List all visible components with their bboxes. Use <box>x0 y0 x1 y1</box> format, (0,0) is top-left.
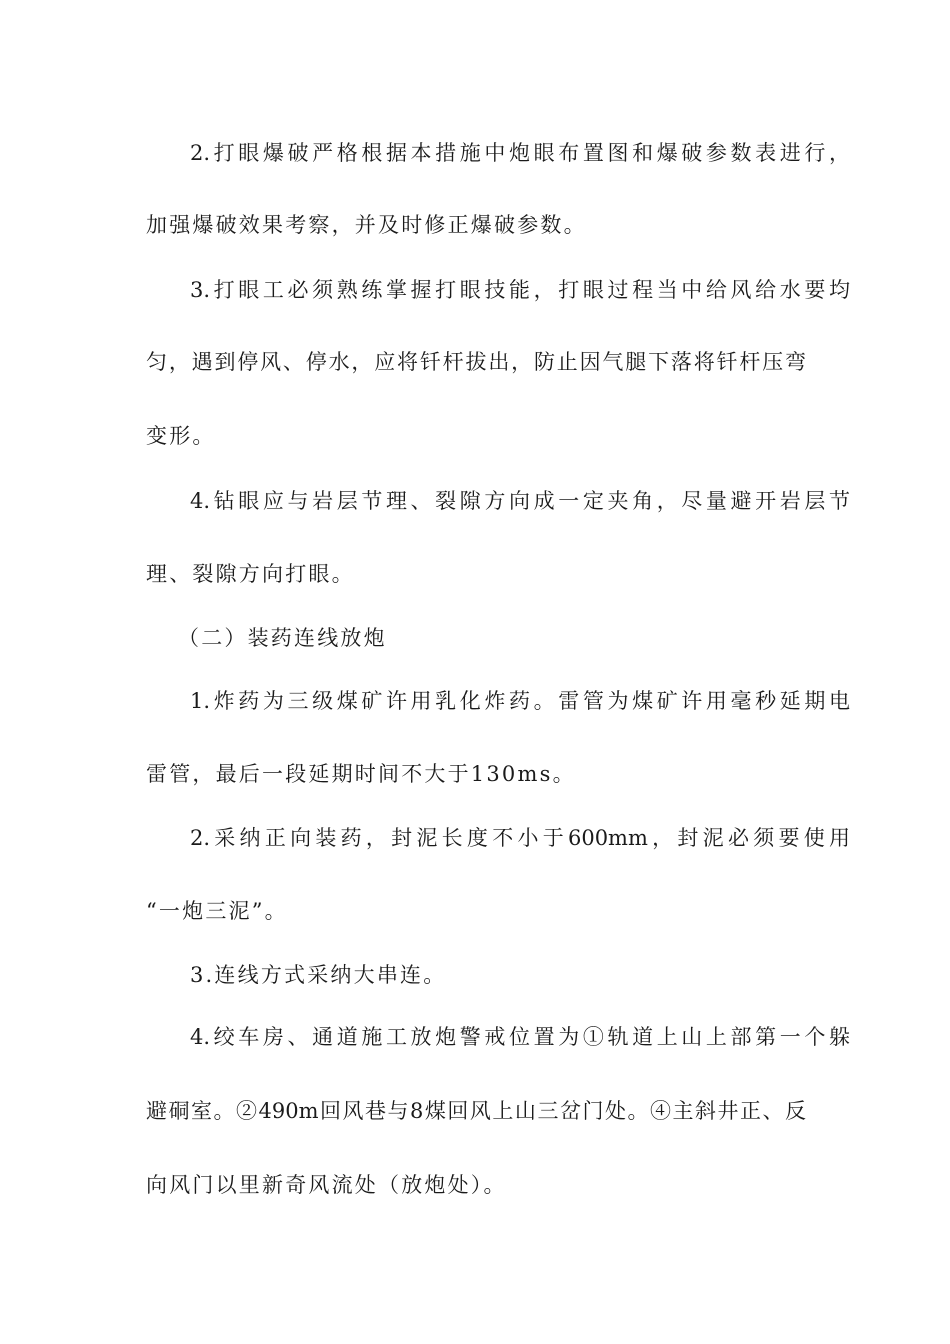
paragraph-line: 3.打眼工必须熟练掌握打眼技能，打眼过程当中给风给水要均 <box>190 278 850 302</box>
paragraph-line: 3.连线方式采纳大串连。 <box>190 963 447 987</box>
paragraph-line: 加强爆破效果考察，并及时修正爆破参数。 <box>146 213 587 237</box>
section-heading: （二）装药连线放炮 <box>178 626 387 650</box>
paragraph-line: 2.打眼爆破严格根据本措施中炮眼布置图和爆破参数表进行， <box>190 141 850 165</box>
paragraph-line: 向风门以里新奇风流处（放炮处）。 <box>146 1173 507 1197</box>
paragraph-line: 理、裂隙方向打眼。 <box>146 562 355 586</box>
paragraph-line: 雷管，最后一段延期时间不大于130ms。 <box>146 762 576 786</box>
paragraph-line: 4.绞车房、通道施工放炮警戒位置为①轨道上山上部第一个躲 <box>190 1025 850 1049</box>
paragraph-line: 避硐室。②490m回风巷与8煤回风上山三岔门处。④主斜井正、反 <box>146 1099 806 1123</box>
paragraph-line: 变形。 <box>146 424 216 448</box>
paragraph-line: 1.炸药为三级煤矿许用乳化炸药。雷管为煤矿许用毫秒延期电 <box>190 689 850 713</box>
paragraph-line: “一炮三泥”。 <box>146 899 288 923</box>
paragraph-line: 2.采纳正向装药，封泥长度不小于600mm，封泥必须要使用 <box>190 826 850 850</box>
paragraph-line: 4.钻眼应与岩层节理、裂隙方向成一定夹角，尽量避开岩层节 <box>190 489 850 513</box>
paragraph-line: 匀，遇到停风、停水，应将钎杆拔出，防止因气腿下落将钎杆压弯 <box>146 350 806 374</box>
